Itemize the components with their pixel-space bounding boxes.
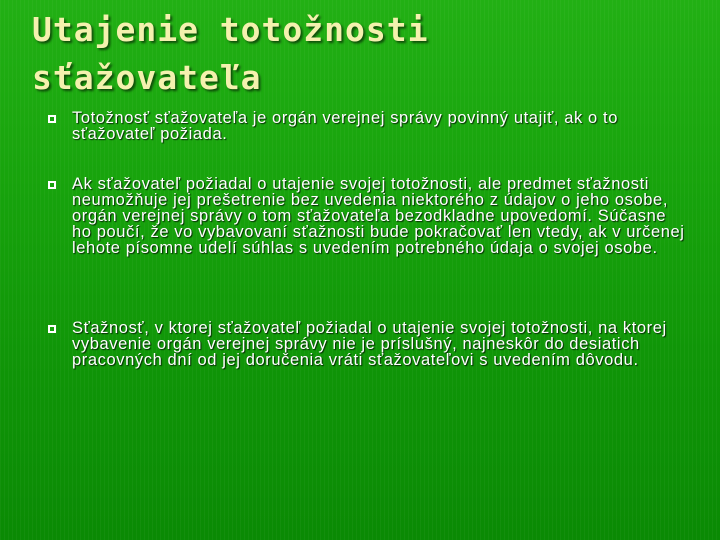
bullet-item bbox=[48, 320, 688, 368]
bullet-text: Ak sťažovateľ požiadal o utajenie svojej totožnosti, ale predmet sťažnosti neumožňuje jej prešetrenie bez uvedenia niektorého z údajov o jeho osobe, orgán verejnej správy o tom sťažovateľa bezodkladne upovedomí. Súčasne ho poučí, že vo vybavovaní sťažnosti bude pokračovať len vtedy, ak v určenej lehote písomne udelí súhlas s uvedením potrebného údaja o svojej osobe. bbox=[72, 175, 685, 257]
bullet-item bbox=[48, 176, 688, 256]
bullet-text: Sťažnosť, v ktorej sťažovateľ požiadal o utajenie svojej totožnosti, na ktorej vybavenie orgán verejnej správy nie je príslušný, najneskôr do desiatich pracovných dní od jej doručenia vráti sťažovateľovi s uvedením dôvodu. bbox=[72, 319, 667, 369]
slide-title-line-2: sťažovateľa bbox=[32, 58, 262, 97]
bullet-text: Totožnosť sťažovateľa je orgán verejnej správy povinný utajiť, ak o to sťažovateľ požiada. bbox=[72, 109, 618, 143]
square-bullet-icon bbox=[48, 115, 56, 123]
slide-title-line-1: Utajenie totožnosti bbox=[32, 10, 429, 49]
bullet-item bbox=[48, 110, 688, 142]
square-bullet-icon bbox=[48, 325, 56, 333]
square-bullet-icon bbox=[48, 181, 56, 189]
